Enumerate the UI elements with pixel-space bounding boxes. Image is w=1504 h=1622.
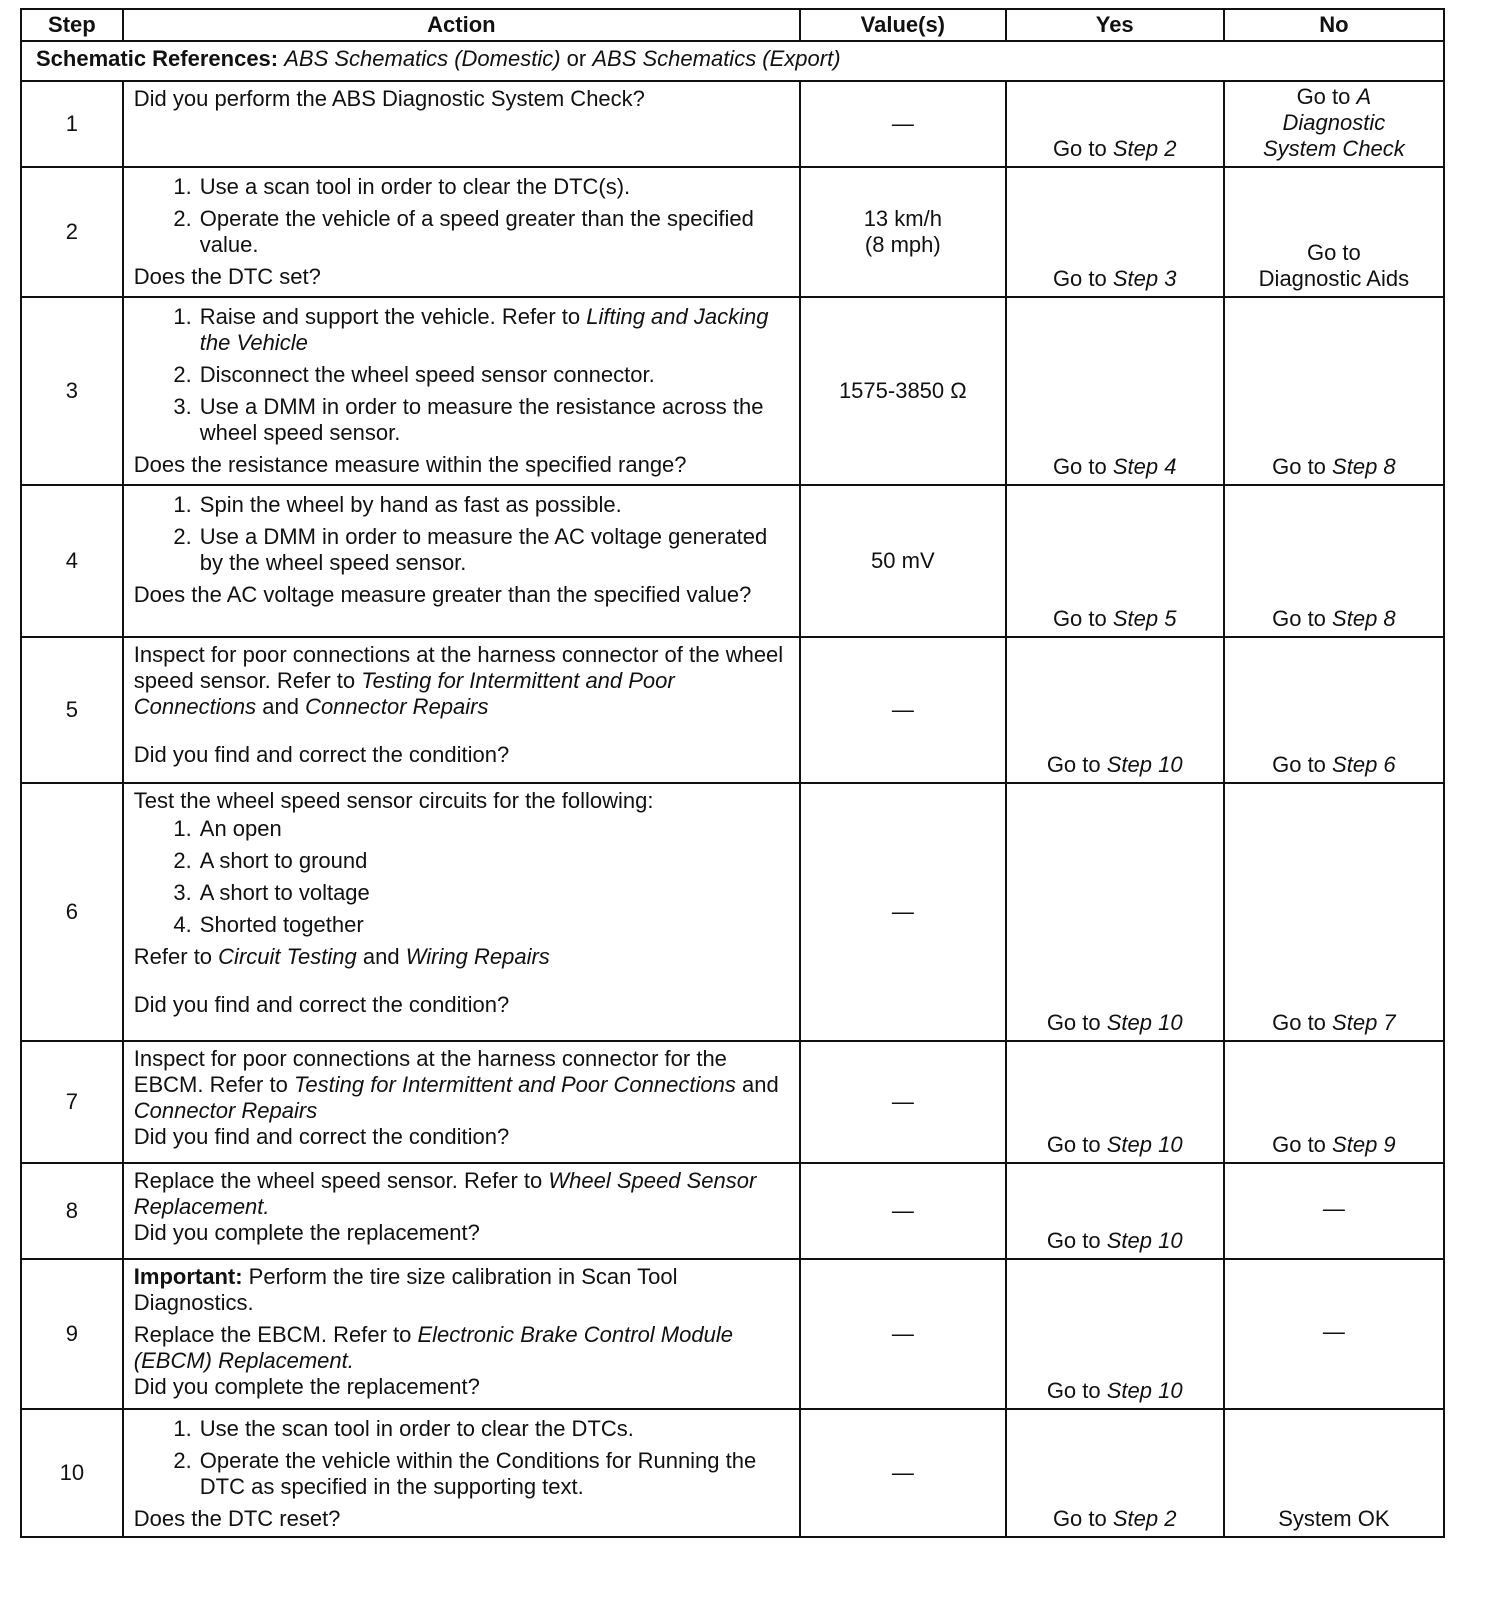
yes-target: Step 10 [1106,1378,1183,1403]
step-number: 10 [21,1409,123,1537]
value-cell: 50 mV [800,485,1006,637]
action-cell [123,167,800,297]
no-cell: System OK [1224,1409,1444,1537]
action-cell [123,1259,800,1409]
question: Does the DTC reset? [133,1506,341,1531]
goto-label: Go to [1052,606,1107,631]
step-number: 7 [21,1041,123,1163]
yes-cell [1006,167,1224,297]
header-step: Step [21,9,123,41]
action-cell [123,297,800,485]
yes-target: Step 10 [1106,1228,1183,1253]
action-cell [123,637,800,783]
step-number: 8 [21,1163,123,1259]
goto-label: Go to [1046,1378,1101,1403]
no-target: Step 6 [1332,752,1396,777]
no-cell: — [1224,1259,1444,1409]
question: Did you perform the ABS Diagnostic System Check? [133,86,645,111]
list-item: 2. Operate the vehicle within the Conditions for Running the DTC as specified in the supporting text. [173,1448,757,1499]
value-cell: — [800,1041,1006,1163]
instruction: Replace the wheel speed sensor. Refer to Wheel Speed Sensor Replacement. [133,1168,757,1219]
no-target: Step 7 [1332,1010,1396,1035]
value-cell [800,167,1006,297]
action-cell [123,81,800,167]
list-item: 2. Use a DMM in order to measure the AC voltage generated by the wheel speed sensor. [173,524,768,575]
yes-cell [1006,485,1224,637]
question: Did you find and correct the condition? [133,742,510,767]
instruction: Refer to Circuit Testing and Wiring Repairs [133,944,550,969]
list-item: 3. Use a DMM in order to measure the resistance across the wheel speed sensor. [173,394,764,445]
no-target: Step 9 [1332,1132,1396,1157]
header-no: No [1224,9,1444,41]
yes-target: Step 2 [1112,136,1177,161]
action-list [134,304,789,446]
step-number: 1 [21,81,123,167]
list-item: 1. Spin the wheel by hand as fast as possible. [173,492,622,517]
schematic-references [21,41,1444,81]
no-cell: — [1224,1163,1444,1259]
list-item: 1. Use a scan tool in order to clear the DTC(s). [173,174,631,199]
table-row [21,1259,1444,1409]
yes-cell [1006,1041,1224,1163]
yes-cell [1006,637,1224,783]
value-cell: 1575-3850 Ω [800,297,1006,485]
header-action: Action [123,9,800,41]
no-target: System Check [1262,136,1405,161]
no-target: Diagnostic [1282,110,1386,135]
instruction: Replace the EBCM. Refer to Electronic Brake Control Module (EBCM) Replacement. [133,1322,733,1373]
yes-target: Step 10 [1106,1132,1183,1157]
important-note: Important: Perform the tire size calibration in Scan Tool Diagnostics. [133,1264,678,1315]
value-cell: — [800,637,1006,783]
goto-label: Go to [1046,752,1101,777]
goto-label: Go to [1052,454,1107,479]
goto-label: Go to [1052,1506,1107,1531]
goto-label: Go to [1046,1132,1101,1157]
value-cell: — [800,1259,1006,1409]
table-row [21,1041,1444,1163]
step-number: 4 [21,485,123,637]
list-item: 4. Shorted together [173,912,364,937]
yes-target: Step 10 [1106,1010,1183,1035]
yes-cell [1006,1163,1224,1259]
table-row [21,637,1444,783]
yes-target: Step 10 [1106,752,1183,777]
action-cell [123,783,800,1041]
action-list [134,1416,789,1500]
yes-cell [1006,81,1224,167]
goto-label: Go to [1272,606,1326,631]
list-item: 1. Raise and support the vehicle. Refer to Lifting and Jacking the Vehicle [173,304,769,355]
value-speed-kmh: 13 km/h [863,206,942,231]
no-target: Step 8 [1332,454,1396,479]
header-row [21,9,1444,41]
schematic-label: Schematic References: [36,46,279,71]
step-number: 6 [21,783,123,1041]
question: Did you find and correct the condition? [133,992,510,1017]
step-number: 2 [21,167,123,297]
list-item: 2. Disconnect the wheel speed sensor connector. [173,362,655,387]
list-item: 1. An open [173,816,282,841]
no-cell [1224,485,1444,637]
header-values: Value(s) [800,9,1006,41]
goto-label: Go to [1296,84,1351,109]
instruction: Inspect for poor connections at the harness connector of the wheel speed sensor. Refer to Testing for Intermittent and Poor Connections and Connector Repairs [133,642,784,719]
list-item: 2. Operate the vehicle of a speed greater than the specified value. [173,206,754,257]
yes-cell [1006,783,1224,1041]
table-row [21,167,1444,297]
question: Did you complete the replacement? [133,1374,480,1399]
no-target: A [1356,84,1372,109]
yes-target: Step 2 [1112,1506,1177,1531]
no-cell [1224,637,1444,783]
table-row [21,485,1444,637]
step-number: 3 [21,297,123,485]
goto-label: Go to [1306,240,1361,265]
goto-label: Go to [1272,1132,1326,1157]
table-row [21,783,1444,1041]
goto-label: Go to [1272,1010,1326,1035]
value-cell: — [800,1409,1006,1537]
goto-label: Go to [1046,1010,1101,1035]
action-list [134,816,789,938]
goto-label: Go to [1052,136,1107,161]
yes-target: Step 5 [1112,606,1177,631]
action-cell [123,1409,800,1537]
no-cell [1224,297,1444,485]
no-cell [1224,167,1444,297]
yes-target: Step 3 [1112,266,1177,291]
instruction: Test the wheel speed sensor circuits for the following: [133,788,654,813]
no-cell [1224,783,1444,1041]
schematic-row [21,41,1444,81]
table-row [21,81,1444,167]
header-yes: Yes [1006,9,1224,41]
value-cell: — [800,1163,1006,1259]
question: Does the DTC set? [133,264,321,289]
diagnostic-table [20,8,1445,1538]
yes-cell [1006,1259,1224,1409]
action-cell [123,1041,800,1163]
action-cell [123,1163,800,1259]
table-row [21,297,1444,485]
instruction: Inspect for poor connections at the harness connector for the EBCM. Refer to Testing for Intermittent and Poor Connections and Connector Repairs [133,1046,779,1123]
schematic-ref-domestic: ABS Schematics (Domestic) [284,46,561,71]
action-cell [123,485,800,637]
schematic-ref-export: ABS Schematics (Export) [592,46,841,71]
list-item: 3. A short to voltage [173,880,370,905]
yes-cell [1006,297,1224,485]
goto-label: Go to [1272,752,1326,777]
goto-label: Go to [1046,1228,1101,1253]
no-target: Diagnostic Aids [1258,266,1410,291]
no-target: Step 8 [1332,606,1396,631]
question: Does the AC voltage measure greater than the specified value? [133,582,752,607]
goto-label: Go to [1272,454,1326,479]
no-cell [1224,81,1444,167]
yes-cell [1006,1409,1224,1537]
value-cell: — [800,783,1006,1041]
step-number: 9 [21,1259,123,1409]
value-cell: — [800,81,1006,167]
yes-target: Step 4 [1112,454,1177,479]
table-row [21,1163,1444,1259]
schematic-or: or [566,46,587,71]
action-list [134,174,789,258]
list-item: 2. A short to ground [173,848,368,873]
list-item: 1. Use the scan tool in order to clear the DTCs. [173,1416,634,1441]
no-cell [1224,1041,1444,1163]
goto-label: Go to [1052,266,1107,291]
question: Did you complete the replacement? [133,1220,480,1245]
table-row [21,1409,1444,1537]
question: Does the resistance measure within the specified range? [133,452,687,477]
value-speed-mph: (8 mph) [864,232,941,257]
question: Did you find and correct the condition? [133,1124,510,1149]
action-list [134,492,789,576]
step-number: 5 [21,637,123,783]
